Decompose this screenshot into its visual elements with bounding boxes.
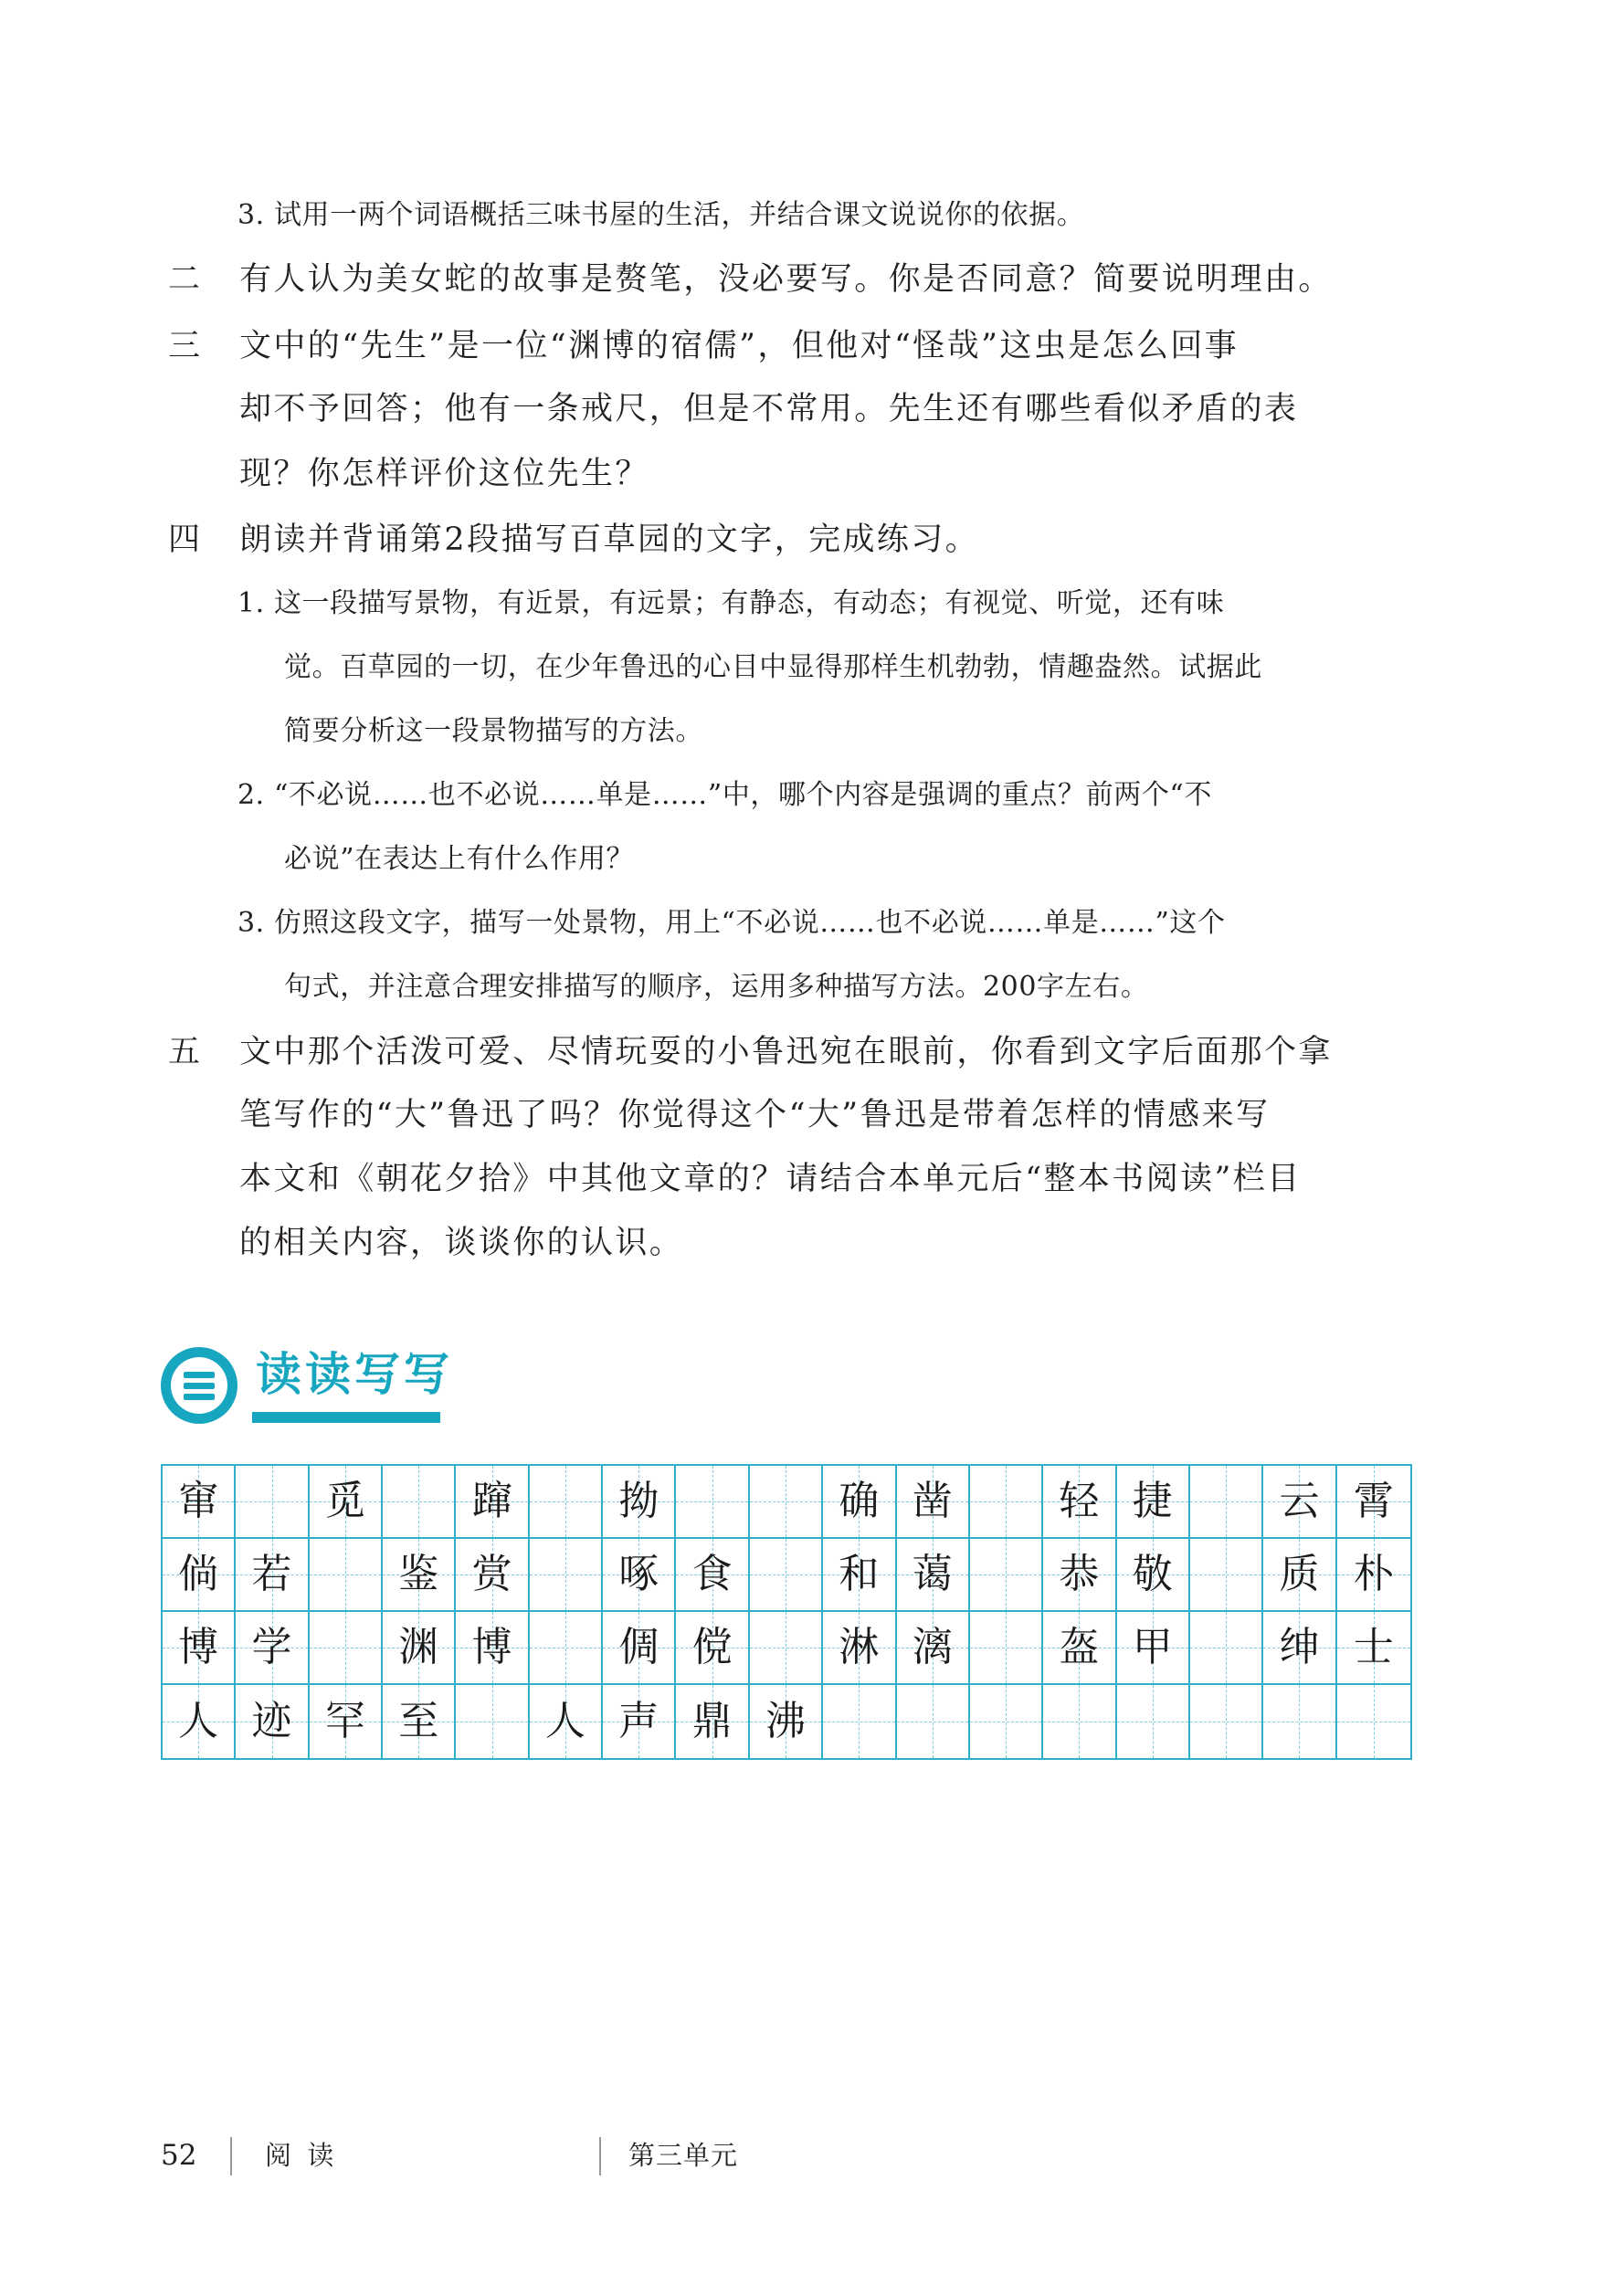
grid-character: 博 [471,1624,512,1670]
grid-character: 啄 [618,1551,659,1597]
grid-cell [163,1539,236,1612]
grid-cell [236,1466,309,1539]
grid-cell [1337,1466,1410,1539]
grid-cell [530,1466,603,1539]
q3-line-3: 现？你怎样评价这位先生？ [239,456,649,492]
grid-character: 轻 [1059,1478,1100,1524]
grid-cell [603,1466,676,1539]
grid-cell [970,1466,1043,1539]
grid-cell [970,1685,1043,1758]
grid-cell [383,1685,456,1758]
grid-cell [676,1612,749,1685]
grid-cell [897,1466,970,1539]
section-title: 读读写写 [256,1348,453,1401]
q2-line-1: 有人认为美女蛇的故事是赘笔，没必要写。你是否同意？简要说明理由。 [239,261,1333,298]
grid-cell [383,1539,456,1612]
q4-item1-line-3: 简要分析这一段景物描写的方法。 [284,715,703,747]
grid-character: 若 [251,1551,292,1597]
q4-item3-line-1: 3. 仿照这段文字，描写一处景物，用上“不必说……也不必说……单是……”这个 [237,907,1226,939]
grid-cell [1190,1612,1263,1685]
grid-cell [750,1466,823,1539]
grid-character: 恭 [1059,1551,1100,1597]
grid-cell [823,1466,896,1539]
grid-cell [750,1539,823,1612]
grid-cell [1043,1685,1116,1758]
grid-character: 和 [839,1551,880,1597]
grid-character: 凿 [912,1478,953,1524]
grid-character: 觅 [324,1478,365,1524]
grid-cell [310,1612,383,1685]
grid-character: 淋 [839,1624,880,1670]
grid-cell [163,1466,236,1539]
grid-cell [530,1612,603,1685]
grid-cell [1190,1466,1263,1539]
q2-numeral: 二 [168,261,201,298]
q4-item2-line-2: 必说”在表达上有什么作用？ [284,843,635,875]
grid-cell [236,1539,309,1612]
grid-character: 敬 [1132,1551,1173,1597]
grid-character: 倘 [178,1551,219,1597]
grid-cell [603,1685,676,1758]
section-three-icon [161,1347,237,1424]
footer-unit-label: 第三单元 [628,2140,739,2171]
footer-divider [599,2137,601,2175]
grid-character: 人 [544,1698,585,1744]
grid-character: 学 [251,1624,292,1670]
word-grid [161,1464,1412,1760]
grid-cell [970,1539,1043,1612]
grid-cell [676,1685,749,1758]
grid-cell [1117,1466,1190,1539]
grid-character: 确 [839,1478,880,1524]
grid-cell [1043,1612,1116,1685]
grid-cell [897,1685,970,1758]
grid-character: 人 [178,1698,219,1744]
grid-character: 倜 [618,1624,659,1670]
q4-item1-line-1: 1. 这一段描写景物，有近景，有远景；有静态，有动态；有视觉、听觉，还有味 [237,587,1225,619]
q5-line-3: 本文和《朝花夕拾》中其他文章的？请结合本单元后“整本书阅读”栏目 [239,1161,1302,1197]
grid-character: 盔 [1059,1624,1100,1670]
grid-cell [1263,1539,1336,1612]
grid-cell [676,1466,749,1539]
grid-character: 罕 [324,1698,365,1744]
grid-cell [530,1539,603,1612]
grid-cell [456,1685,529,1758]
grid-cell [456,1539,529,1612]
footer-divider [230,2137,232,2175]
grid-cell [456,1466,529,1539]
q5-numeral: 五 [168,1034,201,1070]
grid-cell [823,1685,896,1758]
grid-cell [1043,1466,1116,1539]
grid-character: 朴 [1353,1551,1394,1597]
grid-character: 食 [691,1551,733,1597]
grid-cell [1117,1539,1190,1612]
grid-character: 沸 [765,1698,806,1744]
grid-character: 鉴 [398,1551,439,1597]
q5-line-1: 文中那个活泼可爱、尽情玩耍的小鲁迅宛在眼前，你看到文字后面那个拿 [239,1034,1333,1070]
grid-character: 窜 [178,1478,219,1524]
q4-item1-line-2: 觉。百草园的一切，在少年鲁迅的心目中显得那样生机勃勃，情趣盎然。试据此 [284,651,1262,683]
grid-cell [236,1612,309,1685]
grid-cell [310,1539,383,1612]
grid-cell [163,1685,236,1758]
grid-character: 蔼 [912,1551,953,1597]
grid-character: 拗 [618,1478,659,1524]
grid-cell [1043,1539,1116,1612]
grid-character: 赏 [471,1551,512,1597]
grid-cell [1117,1685,1190,1758]
grid-cell [383,1466,456,1539]
grid-cell [1337,1539,1410,1612]
footer-section-label: 阅 读 [265,2140,338,2171]
grid-character: 霄 [1353,1478,1394,1524]
grid-cell [163,1612,236,1685]
q4-line-1: 朗读并背诵第2段描写百草园的文字，完成练习。 [239,521,980,558]
grid-cell [310,1685,383,1758]
q4-item3-line-2: 句式，并注意合理安排描写的顺序，运用多种描写方法。200字左右。 [284,971,1149,1003]
grid-character: 至 [398,1698,439,1744]
grid-character: 蹿 [471,1478,512,1524]
grid-cell [1337,1685,1410,1758]
q3-numeral: 三 [168,328,201,364]
grid-character: 傥 [691,1624,733,1670]
grid-cell [750,1685,823,1758]
grid-cell [1263,1612,1336,1685]
grid-cell [310,1466,383,1539]
q4-item2-line-1: 2. “不必说……也不必说……单是……”中，哪个内容是强调的重点？前两个“不 [237,779,1212,811]
section-title-underline [252,1412,440,1423]
grid-character: 渊 [398,1624,439,1670]
grid-cell [970,1612,1043,1685]
grid-cell [1190,1685,1263,1758]
grid-character: 云 [1279,1478,1320,1524]
grid-character: 捷 [1132,1478,1173,1524]
grid-character: 声 [618,1698,659,1744]
grid-cell [676,1539,749,1612]
grid-character: 士 [1353,1624,1394,1670]
page-number: 52 [161,2139,197,2172]
grid-cell [456,1612,529,1685]
q3-line-2: 却不予回答；他有一条戒尺，但是不常用。先生还有哪些看似矛盾的表 [239,391,1299,427]
grid-character: 博 [178,1624,219,1670]
grid-character: 质 [1279,1551,1320,1597]
grid-cell [603,1612,676,1685]
grid-cell [1190,1539,1263,1612]
grid-character: 绅 [1279,1624,1320,1670]
grid-cell [1117,1612,1190,1685]
grid-cell [1337,1612,1410,1685]
grid-cell [530,1685,603,1758]
grid-cell [1263,1685,1336,1758]
grid-character: 迹 [251,1698,292,1744]
q5-line-2: 笔写作的“大”鲁迅了吗？你觉得这个“大”鲁迅是带着怎样的情感来写 [239,1097,1271,1133]
grid-cell [823,1612,896,1685]
grid-cell [897,1612,970,1685]
grid-character: 鼎 [691,1698,733,1744]
grid-cell [603,1539,676,1612]
grid-character: 漓 [912,1624,953,1670]
q3-line-1: 文中的“先生”是一位“渊博的宿儒”，但他对“怪哉”这虫是怎么回事 [239,328,1240,364]
q1-item3: 3. 试用一两个词语概括三味书屋的生活，并结合课文说说你的依据。 [237,199,1085,231]
q4-numeral: 四 [168,521,201,558]
grid-cell [750,1612,823,1685]
grid-cell [236,1685,309,1758]
q5-line-4: 的相关内容，谈谈你的认识。 [239,1225,684,1261]
grid-character: 甲 [1132,1624,1173,1670]
grid-cell [1263,1466,1336,1539]
grid-cell [823,1539,896,1612]
grid-cell [897,1539,970,1612]
grid-cell [383,1612,456,1685]
